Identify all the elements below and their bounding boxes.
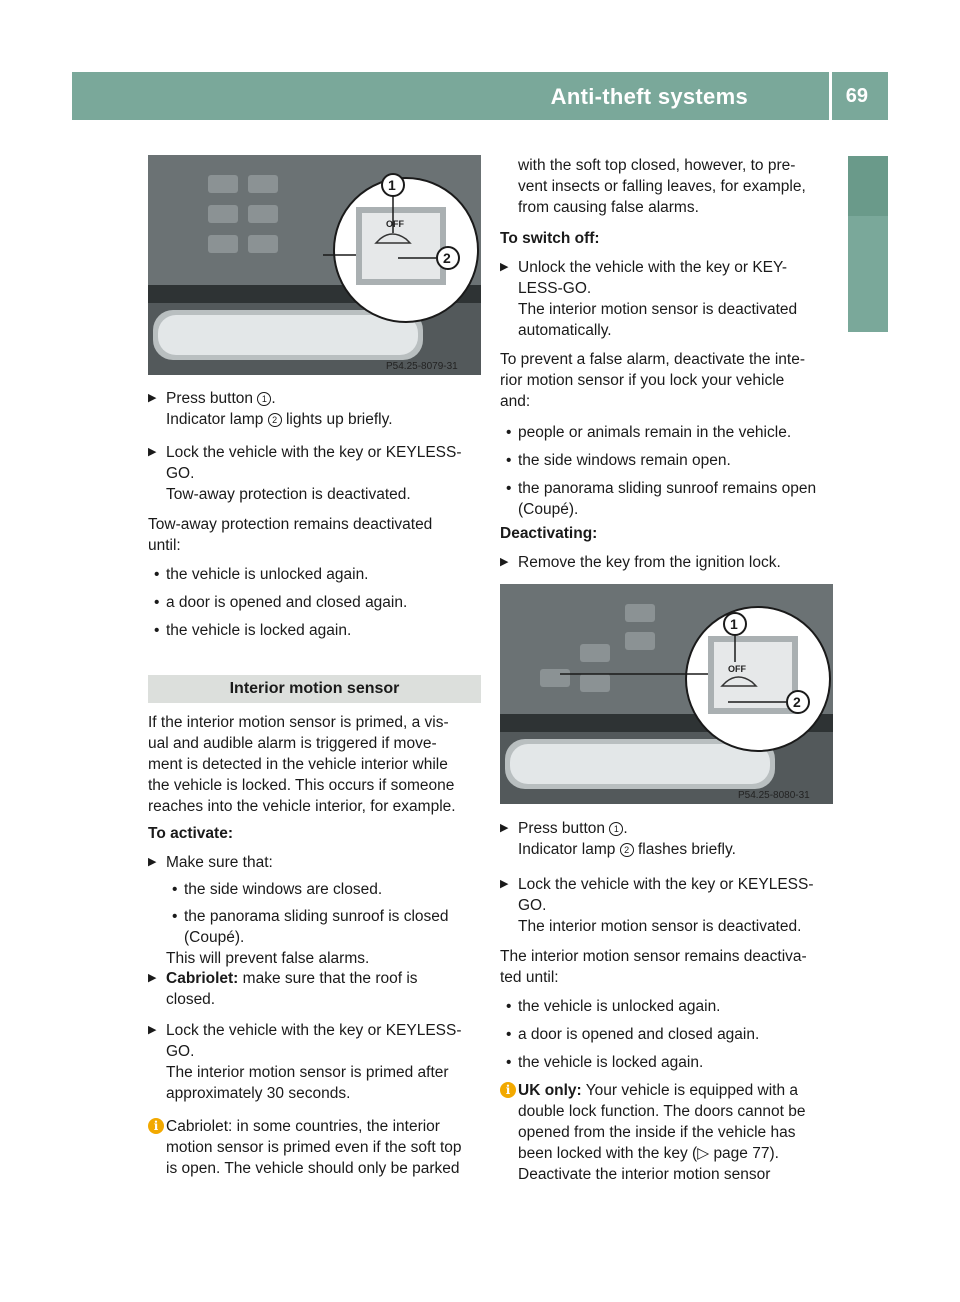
side-tab-label: Safety [850,419,875,486]
step-unlock: ▶ Unlock the vehicle with the key or KEY- LESS-GO. The interior motion sensor is deactivated automatically. [500,259,798,339]
section-title: Interior motion sensor [148,675,481,703]
bullet-icon: • [506,452,512,469]
info-note-cabriolet: i Cabriolet: in some countries, the interior motion sensor is primed even if the soft top is open. The vehicle should only be parked [148,1116,483,1179]
paragraph-tow-away: Tow-away protection remains deactivated until: [148,516,433,554]
step-lock-vehicle: ▶ Lock the vehicle with the key or KEYLESS- GO. Tow-away protection is deactivated. [148,444,462,503]
side-tab [848,156,888,486]
heading-deactivating: Deactivating: [500,525,598,542]
heading-switch-off: To switch off: [500,230,600,247]
arrow-icon: ▶ [500,261,509,273]
bullet-icon: • [172,881,178,898]
step-cabriolet: ▶ Cabriolet: make sure that the roof is closed. [148,970,418,1008]
step-press-button: ▶ Press button 1 . Indicator lamp 2 lights up briefly. [148,390,393,428]
fig2-callout-1: 1 [730,616,738,632]
callout-1-icon: 1 [257,392,271,406]
bullet-icon: • [506,998,512,1015]
arrow-icon: ▶ [500,822,509,834]
bullet-icon: • [172,908,178,925]
arrow-icon: ▶ [148,972,157,984]
info-note-continued: with the soft top closed, however, to pre- vent insects or falling leaves, for example, from causing false alarms. [518,157,806,216]
bullet-icon: • [154,622,160,639]
bullet-icon: • [506,1026,512,1043]
arrow-icon: ▶ [500,878,509,890]
paragraph-sensor-intro: If the interior motion sensor is primed, a vis- ual and audible alarm is triggered if move- ment is detected in the vehicle interior while the vehicle is locked. This occurs if someone reaches into the vehicle interior, for example. [148,714,456,815]
callout-1-icon: 1 [609,822,623,836]
step-make-sure: ▶ Make sure that: • the side windows are closed. • the panorama sliding sunroof is closed (Coupé). This will prevent false alarms. [148,854,449,967]
fig1-code: P54.25-8079-31 [386,361,458,372]
info-icon: i [500,1082,516,1098]
figure-overhead-panel-2 [500,584,833,804]
paragraph-prevent-alarm: To prevent a false alarm, deactivate the inte- rior motion sensor if you lock your vehicle and: [500,351,805,410]
heading-to-activate: To activate: [148,825,233,842]
bullet-list-tow: • the vehicle is unlocked again. • a door is opened and closed again. • the vehicle is locked again. [154,566,408,639]
arrow-icon: ▶ [148,446,157,458]
info-icon: i [148,1118,164,1134]
bullet-icon: • [154,566,160,583]
step-remove-key: ▶ Remove the key from the ignition lock. [500,554,781,571]
info-note-uk: i UK only: Your vehicle is equipped with a double lock function. The doors cannot be opened from the inside if the vehicle has been locked with the key (▷ page 77). Deactivate the interior motion sensor [500,1080,838,1185]
bullet-list-conditions: • people or animals remain in the vehicle. • the side windows remain open. • the panorama sliding sunroof remains open (Coupé). [506,424,817,518]
bullet-icon: • [154,594,160,611]
bullet-icon: • [506,480,512,497]
fig1-off-label: OFF [386,219,404,229]
fig2-off-label: OFF [728,664,746,674]
callout-2-icon: 2 [620,843,634,857]
arrow-icon: ▶ [500,556,509,568]
header-title: Anti-theft systems [550,84,748,109]
fig2-code: P54.25-8080-31 [738,790,810,801]
arrow-icon: ▶ [148,392,157,404]
step-lock-deactivated: ▶ Lock the vehicle with the key or KEYLESS- GO. The interior motion sensor is deactivated. [500,876,814,935]
fig2-callout-2: 2 [793,694,801,710]
arrow-icon: ▶ [148,856,157,868]
header-divider [829,72,832,120]
callout-2-icon: 2 [268,413,282,427]
fig1-callout-2: 2 [443,250,451,266]
bullet-icon: • [506,424,512,441]
page-number: 69 [845,85,868,107]
step-lock-primed: ▶ Lock the vehicle with the key or KEYLESS- GO. The interior motion sensor is primed after approximately 30 seconds. [148,1022,462,1102]
bullet-icon: • [506,1054,512,1071]
figure-overhead-panel-1 [148,155,481,375]
paragraph-remains-deactivated: The interior motion sensor remains deactiva- ted until: [500,948,807,986]
arrow-icon: ▶ [148,1024,157,1036]
page-header [72,72,888,120]
fig1-callout-1: 1 [388,177,396,193]
step-press-button-2: ▶ Press button 1 . Indicator lamp 2 flashes briefly. [500,820,736,858]
side-tab-marker [848,156,888,216]
bullet-list-until: • the vehicle is unlocked again. • a door is opened and closed again. • the vehicle is locked again. [506,998,760,1071]
